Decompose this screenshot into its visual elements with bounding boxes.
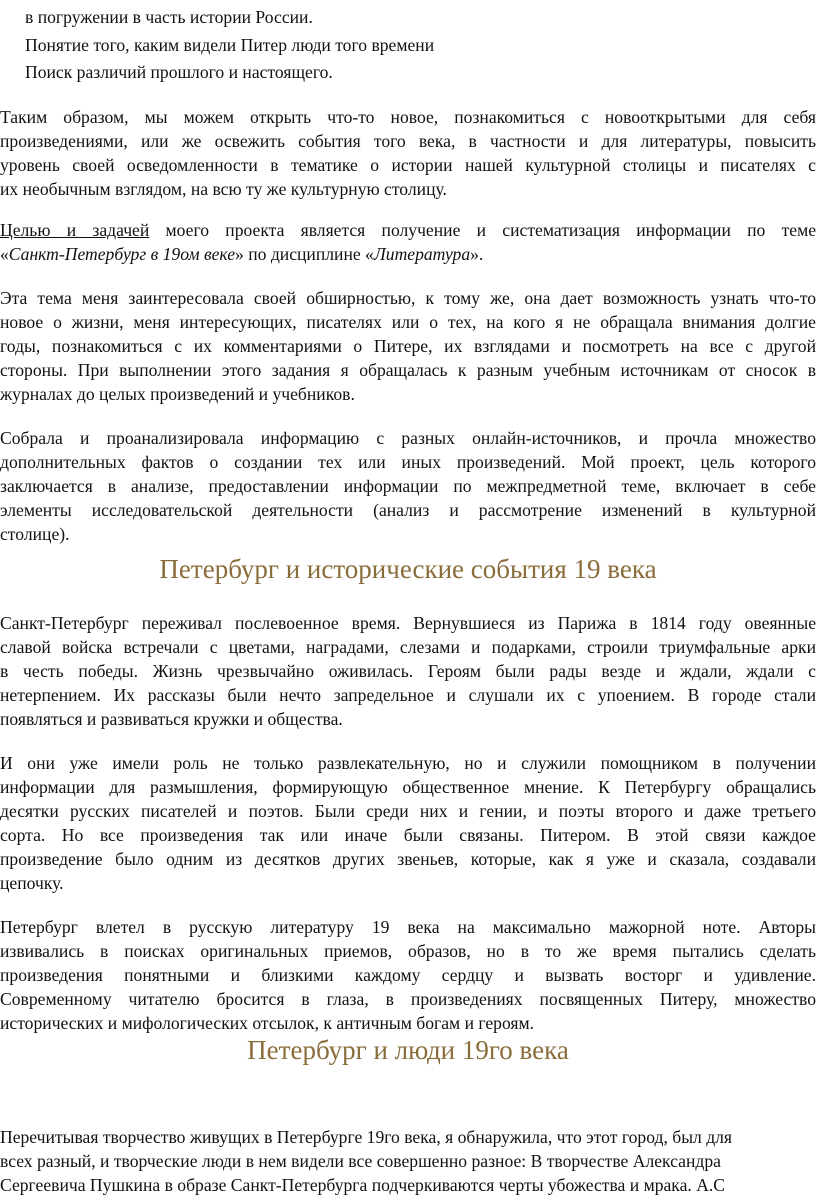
discipline-prefix: » по дисциплине « bbox=[235, 244, 374, 264]
paragraph-line: Перечитывая творчество живущих в Петербурге 19го века, я обнаружила, что этот город, был для bbox=[0, 1127, 733, 1147]
discipline-name: Литература bbox=[373, 244, 471, 264]
paragraph-line: И они уже имели роль не только развлекательную, но и служили помощником в получении bbox=[0, 753, 816, 773]
paragraph-line: уровень своей осведомленности в тематике о истории нашей культурной столицы и писателях с bbox=[0, 155, 816, 175]
paragraph-line: славой войска встречали с цветами, наградами, слезами и подарками, строили триумфальные арки bbox=[0, 637, 816, 657]
paragraph-line: десятки русских писателей и поэтов. Были среди них и гении, и поэты второго и даже третьего bbox=[0, 801, 816, 821]
project-topic-line bbox=[0, 243, 816, 265]
list-item: Поиск различий прошлого и настоящего. bbox=[25, 62, 333, 82]
paragraph-line: исторических и мифологических отсылок, к античным богам и героям. bbox=[0, 1013, 535, 1033]
paragraph-line: Таким образом, мы можем открыть что-то новое, познакомиться с новооткрытыми для себя bbox=[0, 107, 816, 127]
goal-text: моего проекта является получение и систематизация информации по теме bbox=[149, 220, 816, 240]
goal-underlined-text: Целью и задачей bbox=[0, 220, 150, 240]
paragraph-line: элементы исследовательской деятельности (анализ и рассмотрение изменений в культурной bbox=[0, 500, 816, 520]
paragraph-line: нетерпением. Их рассказы были нечто запредельное и слушали их с упоением. В городе стали bbox=[0, 685, 816, 705]
paragraph-line: журналах до целых произведений и учебников. bbox=[0, 384, 355, 404]
paragraph-line: годы, познакомиться с их комментариями о Питере, их взглядами и посмотреть на все с другой bbox=[0, 336, 816, 356]
paragraph-line: их необычным взглядом, на всю ту же культурную столицу. bbox=[0, 179, 447, 199]
paragraph-line: Современному читателю бросится в глаза, в произведениях посвященных Питеру, множество bbox=[0, 989, 816, 1009]
paragraph-line: заключается в анализе, предоставлении информации по межпредметной теме, включает в себе bbox=[0, 476, 816, 496]
project-goal-line bbox=[0, 219, 816, 241]
paragraph-line: Петербург влетел в русскую литературу 19 века на максимально мажорной ноте. Авторы bbox=[0, 917, 816, 937]
paragraph-line: в честь победы. Жизнь чрезвычайно оживилась. Героям были рады везде и ждали, ждали с bbox=[0, 661, 816, 681]
paragraph-line: произведение было одним из десятков других звеньев, которые, как я уже и сказала, создавали bbox=[0, 849, 816, 869]
paragraph-line: Сергеевича Пушкина в образе Санкт-Петербурга подчеркиваются черты убожества и мрака. А.С bbox=[0, 1175, 726, 1195]
paragraph-line: Санкт-Петербург переживал послевоенное время. Вернувшиеся из Парижа в 1814 году овеянные bbox=[0, 613, 816, 633]
paragraph-line: дополнительных фактов о создании тех или иных произведений. Мой проект, цель которого bbox=[0, 452, 816, 472]
paragraph-line: произведения понятными и близкими каждому сердцу и вызвать восторг и удивление. bbox=[0, 965, 816, 985]
quote-mark: « bbox=[0, 244, 9, 264]
list-item: в погружении в часть истории России. bbox=[25, 7, 313, 27]
paragraph-line: произведениями, или же освежить события того века, в частности и для литературы, повысить bbox=[0, 131, 816, 151]
paragraph-line: всех разный, и творческие люди в нем видели все совершенно разное: В творчестве Александра bbox=[0, 1151, 721, 1171]
section-heading: Петербург и исторические события 19 века bbox=[159, 554, 657, 584]
paragraph-line: Собрала и проанализировала информацию с разных онлайн-источников, и прочла множество bbox=[0, 428, 816, 448]
paragraph-line: извивались в поисках оригинальных приемов, образов, но в то же время пытались сделать bbox=[0, 941, 816, 961]
paragraph-line: Эта тема меня заинтересовала своей обширностью, к тому же, она дает возможность узнать что-то bbox=[0, 288, 816, 308]
paragraph-line: появляться и развиваться кружки и общества. bbox=[0, 709, 343, 729]
paragraph-line: сорта. Но все произведения так или иначе были связаны. Питером. В этой связи каждое bbox=[0, 825, 816, 845]
topic-title: Санкт-Петербург в 19ом веке bbox=[8, 244, 236, 264]
section-heading: Петербург и люди 19го века bbox=[247, 1035, 569, 1065]
paragraph-line: информации для размышления, формирующую общественное мнение. К Петербургу обращались bbox=[0, 777, 816, 797]
paragraph-line: стороны. При выполнении этого задания я обращалась к разным учебным источникам от сносок в bbox=[0, 360, 816, 380]
paragraph-line: новое о жизни, меня интересующих, писателях или о тех, на кого я не обращала внимания долгие bbox=[0, 312, 816, 332]
paragraph-line: столице). bbox=[0, 524, 70, 544]
paragraph-line: цепочку. bbox=[0, 873, 64, 893]
list-item: Понятие того, каким видели Питер люди того времени bbox=[25, 35, 435, 55]
quote-mark: ». bbox=[470, 244, 484, 264]
